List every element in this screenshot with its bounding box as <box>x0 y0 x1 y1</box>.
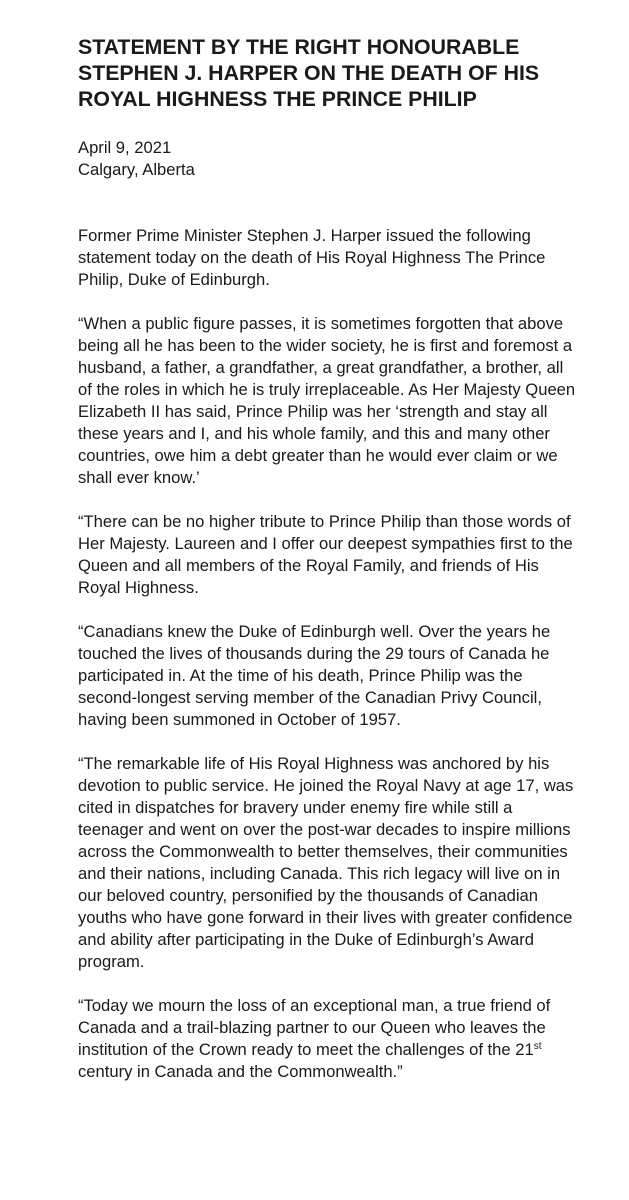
statement-date: April 9, 2021 <box>78 138 172 157</box>
quote-paragraph-1: “When a public figure passes, it is sometimes forgotten that above being all he has been to the wider society, he is first and foremost a husband, a father, a grandfather, a great grandfather, a brother, all of the roles in which he is truly irreplaceable. As Her Majesty Queen Elizabeth II has said, Prince Philip was her ‘strength and stay all these years and I, and his whole family, and this and many other countries, owe him a debt greater than he would ever claim or we shall ever know.’ <box>78 314 576 487</box>
final-text-before: “Today we mourn the loss of an exceptional man, a true friend of Canada and a trail-blazing partner to our Queen who leaves the institution of the Crown ready to meet the challenges of the 21 <box>78 996 551 1059</box>
statement-title: STATEMENT BY THE RIGHT HONOURABLE STEPHEN J. HARPER ON THE DEATH OF HIS ROYAL HIGHNESS THE PRINCE PHILIP <box>78 35 540 111</box>
statement-page <box>78 34 578 1083</box>
quote-paragraph-final <box>78 995 578 1083</box>
final-text-after: century in Canada and the Commonwealth.” <box>78 1062 403 1081</box>
quote-paragraph-4: “The remarkable life of His Royal Highness was anchored by his devotion to public service. He joined the Royal Navy at age 17, was cited in dispatches for bravery under enemy fire while still a teenager and went on over the post-war decades to inspire millions across the Commonwealth to better themselves, their communities and their nations, including Canada. This rich legacy will live on in our beloved country, personified by the thousands of Canadian youths who have gone forward in their lives with greater confidence and ability after participating in the Duke of Edinburgh’s Award program. <box>78 754 574 971</box>
statement-location: Calgary, Alberta <box>78 160 195 179</box>
quote-paragraph-2: “There can be no higher tribute to Prince Philip than those words of Her Majesty. Laureen and I offer our deepest sympathies first to the Queen and all members of the Royal Family, and friends of His Royal Highness. <box>78 512 573 597</box>
ordinal-superscript: st <box>533 1041 542 1052</box>
dateline <box>78 137 578 181</box>
intro-paragraph: Former Prime Minister Stephen J. Harper issued the following statement today on the death of His Royal Highness The Prince Philip, Duke of Edinburgh. <box>78 226 546 289</box>
quote-paragraph-3: “Canadians knew the Duke of Edinburgh well. Over the years he touched the lives of thousands during the 29 tours of Canada he participated in. At the time of his death, Prince Philip was the second-longest serving member of the Canadian Privy Council, having been summoned in October of 1957. <box>78 622 551 729</box>
